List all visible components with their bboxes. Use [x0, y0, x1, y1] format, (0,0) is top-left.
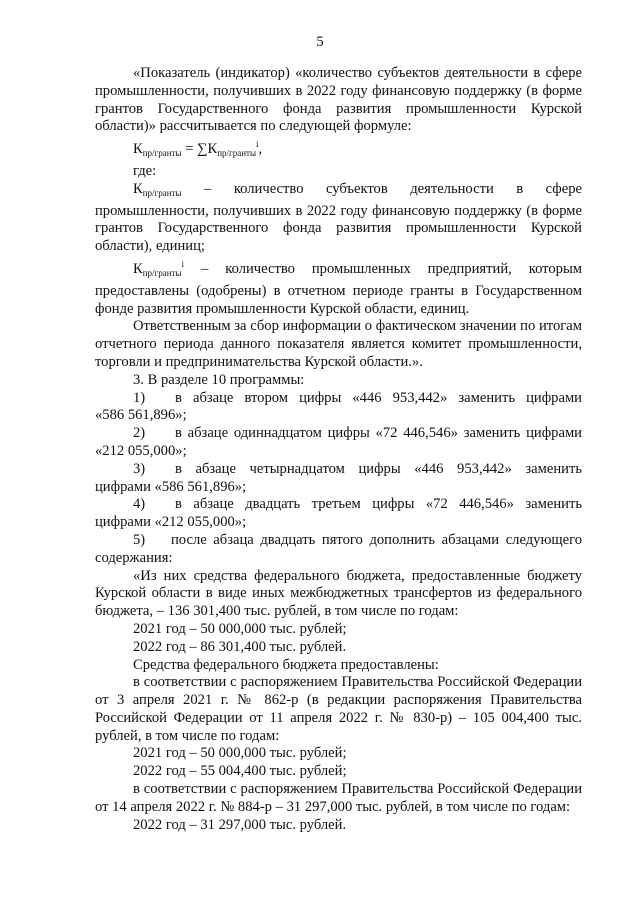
document-body — [95, 65, 582, 834]
list-item: 1) в абзаце втором цифры «446 953,442» заменить цифрами — [133, 389, 582, 406]
year-line: 2022 год – 55 004,400 тыс. рублей; — [133, 763, 347, 780]
decree-paragraph: в соответствии с распоряжением Правительства Российской Федерации от 3 апреля 2021 г. № 862-р (в редакции распоряжения Правительства Российской Федерации от 11 апреля 2022 г. № 830-р) – 105 004,400 тыс. рублей, в том числе по годам: — [95, 674, 582, 744]
year-line: 2022 год – 31 297,000 тыс. рублей. — [133, 816, 347, 833]
formula: $К_{пр/гранты} = \sum К_{пр/гранты}^i$, — [133, 139, 263, 159]
indicator-paragraph: «Показатель (индикатор) «количество субъектов деятельности в сфере промышленности, получивших в 2022 году финансовую поддержку (в форме грантов Государственного фонда развития промышленности Курской области)» рассчитывается по следующей формуле: — [95, 65, 582, 135]
year-line: 2022 год – 86 301,400 тыс. рублей. — [133, 638, 347, 655]
definition-item: $К_{пр/гранты}^i$ – количество промышленных предприятий, которым предоставлены (одобрены) в отчетном периоде гранты в Государственном фонде развития промышленности Курской области, единиц. — [95, 258, 582, 317]
list-item-continuation: «586 561,896»; — [95, 407, 187, 424]
definition-total: $К_{пр/гранты}$ – количество субъектов деятельности в сфере промышленности, получивших в 2022 году финансовую поддержку (в форме грантов Государственного фонда развития промышленности Курской области), единиц; — [95, 180, 582, 255]
list-item-continuation: цифрами «212 055,000»; — [95, 514, 247, 531]
decree-paragraph: в соответствии с распоряжением Правительства Российской Федерации от 14 апреля 2022 г. № 884-р – 31 297,000 тыс. рублей, в том числе по годам: — [95, 781, 582, 815]
where-label: где: — [133, 162, 157, 179]
list-item-continuation: «212 055,000»; — [95, 442, 187, 459]
list-item-continuation: цифрами «586 561,896»; — [95, 478, 247, 495]
funds-heading: Средства федерального бюджета предоставлены: — [133, 656, 439, 673]
page-number: 5 — [316, 34, 324, 50]
quoted-paragraph: «Из них средства федерального бюджета, предоставленные бюджету Курской области в виде иных межбюджетных трансфертов из федерального бюджета, – 136 301,400 тыс. рублей, в том числе по годам: — [95, 567, 582, 620]
year-line: 2021 год – 50 000,000 тыс. рублей; — [133, 620, 347, 637]
list-item: 2) в абзаце одиннадцатом цифры «72 446,546» заменить цифрами — [133, 425, 582, 442]
responsible-paragraph: Ответственным за сбор информации о фактическом значении по итогам отчетного периода данного показателя является комитет промышленности, торговли и предпринимательства Курской области.». — [95, 318, 582, 370]
section-item-3: 3. В разделе 10 программы: — [133, 371, 305, 388]
list-item: 5) после абзаца двадцать пятого дополнить абзацами следующего — [133, 531, 582, 548]
list-item-continuation: содержания: — [95, 549, 173, 566]
list-item: 4) в абзаце двадцать третьем цифры «72 446,546» заменить — [133, 496, 582, 513]
list-item: 3) в абзаце четырнадцатом цифры «446 953,442» заменить — [133, 460, 582, 477]
year-line: 2021 год – 50 000,000 тыс. рублей; — [133, 745, 347, 762]
